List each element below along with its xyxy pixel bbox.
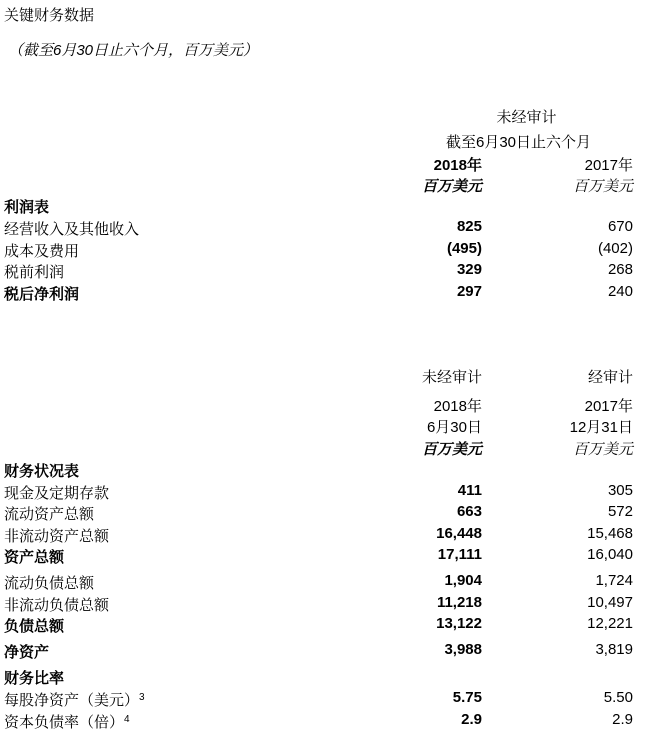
income-row-label: 经营收入及其他收入: [4, 221, 140, 238]
balance-row-label: 现金及定期存款: [4, 485, 110, 502]
balance-row-value-2017: 3,819: [595, 641, 633, 658]
balance-section-title: 财务状况表: [4, 463, 80, 480]
page-title: 关键财务数据: [4, 7, 95, 24]
balance-row-value-2018: 663: [456, 503, 482, 520]
income-row-value-2017: (402): [597, 240, 633, 257]
balance-col2-unit: 百万美元: [572, 441, 633, 458]
balance-col1-audit: 未经审计: [421, 369, 482, 386]
income-row-label: 税后净利润: [4, 286, 80, 303]
balance-row-label: 流动负债总额: [4, 575, 95, 592]
income-row-value-2017: 670: [607, 218, 633, 235]
ratio-label-text: 每股净资产（美元）: [4, 692, 140, 709]
balance-col2-year: 2017年: [584, 398, 633, 415]
balance-row-value-2017: 16,040: [587, 546, 633, 563]
ratio-row-label: [4, 689, 145, 710]
balance-row-label: 非流动负债总额: [4, 597, 110, 614]
balance-col1-year: 2018年: [433, 398, 482, 415]
income-col2-unit: 百万美元: [572, 178, 633, 195]
balance-col1-unit: 百万美元: [421, 441, 482, 458]
balance-row-value-2017: 305: [607, 482, 633, 499]
balance-col1-date: 6月30日: [426, 419, 482, 436]
page-subtitle: （截至6月30日止六个月，百万美元）: [8, 42, 259, 59]
balance-row-label: 资产总额: [4, 549, 65, 566]
income-row-value-2018: 825: [456, 218, 482, 235]
balance-row-value-2018: 1,904: [444, 572, 482, 589]
income-row-value-2017: 240: [607, 283, 633, 300]
income-row-value-2018: 329: [456, 261, 482, 278]
footnote-ref: 4: [124, 714, 130, 725]
ratio-row-value-2017: 2.9: [612, 711, 633, 728]
balance-row-label: 流动资产总额: [4, 506, 95, 523]
income-col2-year: 2017年: [584, 157, 633, 174]
footnote-ref: 3: [139, 692, 145, 703]
ratio-row-value-2018: 2.9: [461, 711, 482, 728]
income-section-title: 利润表: [4, 199, 50, 216]
balance-row-label: 非流动资产总额: [4, 528, 110, 545]
ratio-label-text: 资本负债率（倍）: [4, 714, 125, 731]
ratio-row-value-2018: 5.75: [452, 689, 482, 706]
income-row-label: 税前利润: [4, 264, 65, 281]
balance-row-value-2018: 17,111: [437, 546, 482, 563]
ratio-row-value-2017: 5.50: [603, 689, 633, 706]
ratio-row-label: [4, 711, 130, 732]
balance-row-value-2018: 3,988: [444, 641, 482, 658]
income-row-value-2018: (495): [446, 240, 482, 257]
balance-row-label: 负债总额: [4, 618, 65, 635]
income-row-value-2018: 297: [456, 283, 482, 300]
balance-row-value-2017: 12,221: [587, 615, 633, 632]
balance-row-value-2017: 15,468: [587, 525, 633, 542]
balance-row-value-2017: 10,497: [587, 594, 633, 611]
income-period-header: 截至6月30日止六个月: [445, 134, 592, 151]
balance-row-value-2018: 13,122: [436, 615, 482, 632]
income-audit-header: 未经审计: [496, 109, 557, 126]
balance-row-value-2018: 11,218: [436, 594, 482, 611]
income-row-label: 成本及费用: [4, 243, 80, 260]
balance-row-label: 净资产: [4, 644, 50, 661]
balance-row-value-2018: 16,448: [436, 525, 482, 542]
balance-col2-audit: 经审计: [587, 369, 633, 386]
balance-row-value-2017: 1,724: [595, 572, 633, 589]
balance-row-value-2017: 572: [607, 503, 633, 520]
income-row-value-2017: 268: [607, 261, 633, 278]
income-col1-year: 2018年: [433, 157, 482, 174]
income-col1-unit: 百万美元: [421, 178, 482, 195]
balance-row-value-2018: 411: [457, 482, 482, 499]
ratios-section-title: 财务比率: [4, 670, 65, 687]
balance-col2-date: 12月31日: [569, 419, 633, 436]
